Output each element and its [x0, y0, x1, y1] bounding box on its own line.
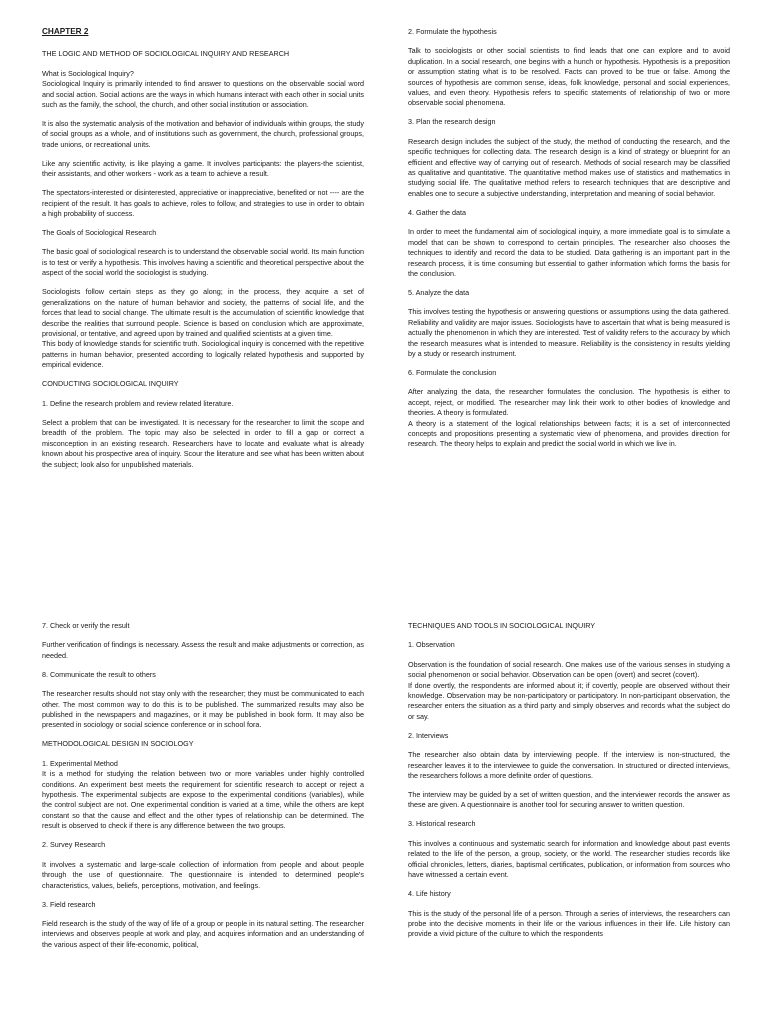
paragraph: This involves a continuous and systematic search for information and knowledge about past events related to the life of the person, a group, society, or the world. The researcher studies records like official chronicles, letters, diaries, baptismal certificates, publication, or information from sources who have witnessed a certain event. — [408, 838, 730, 880]
column-top-left — [42, 27, 364, 479]
paragraph: Observation is the foundation of social research. One makes use of the various senses in studying a social phenomenon or social behavior. Observation can be open (overt) and secret (covert). — [408, 659, 730, 680]
paragraph: After analyzing the data, the researcher formulates the conclusion. The hypothesis is either to accept, reject, or modified. The researcher may link their work to other bodies of knowledge and theories. A theory is formulated. — [408, 387, 730, 418]
paragraph: Research design includes the subject of the study, the method of conducting the research, and the specific techniques for collecting data. The research design is a kind of strategy or blueprint for an efficient and effective way of carrying out of research. Methods of social research may be classified as qualitative and quantitative. The quantitative method makes use of statistics and mathematics in studying social life. The qualitative method refers to research techniques that are descriptive and enables one to secure a subjective understanding, interpretation and meaning of social behavior. — [408, 136, 730, 198]
step-heading-2: 2. Formulate the hypothesis — [408, 27, 497, 36]
paragraph: The interview may be guided by a set of written question, and the interviewer records the answer as these are given. A questionnaire is another tool for securing answer to written question. — [408, 790, 730, 810]
paragraph: Field research is the study of the way of life of a group or people in its natural setting. The researcher interviews and observes people at work and play, and acquires information and an understanding of the various aspect of their life-economic, political, — [42, 918, 364, 949]
step-heading-3: 3. Plan the research design — [408, 117, 496, 127]
paragraph: Sociologists follow certain steps as they go along; in the process, they acquire a set of generalizations on the nature of human behavior and society, the patterns of social life, and the forces that lead to social change. The ultimate result is the accumulation of scientific knowledge that describe the realities that surround people. Science is based on conclusion which are approximate, provisional, or tentative, and agreed upon by trained and qualified scientists at a given time. — [42, 287, 364, 338]
paragraph: This is the study of the personal life of a person. Through a series of interviews, the researchers can probe into the decisive moments in their life or the various influences in their life. Life history can provide a vivid picture of the culture to which the respondents — [408, 908, 730, 939]
paragraph: The researcher results should not stay only with the researcher; they must be communicated to each other. The most common way to do this is to be published. The summarized results may also be published in the newspapers and magazines, or it may be published in book form. It may also be presented in sociology or social science conference or in school fora. — [42, 689, 364, 730]
paragraph: It is also the systematic analysis of the motivation and behavior of individuals within groups, the study of social groups as a whole, and of institutions such as government, the church, professional groups, trade unions, or recreational units. — [42, 119, 364, 149]
paragraph: It is a method for studying the relation between two or more variables under highly controlled conditions. An experiment best meets the requirement for scientific research to accept or reject a hypothesis. The experimental subjects are expose to the experimental conditions (variables), while the control subject are not. One experimental condition is varied at a time, while the others are kept constant so that the cause and effect and the other types of relationship can be determined. The result is observed to check if there is any difference between the two groups. — [42, 769, 364, 831]
paragraph: Talk to sociologists or other social scientists to find leads that one can explore and to avoid duplication. In a social research, one begins with a hunch or hypothesis. Hypothesis is a preposition or assumption stating what is to be resolved. Facts can proved to be true or false. Among the sources of hypothesis are common sense, ideas, folk knowledge, personal and social experiences, values, and even theory. Hypothesis refers to specific statements of relationship of two or more observable social phenomena. — [408, 46, 730, 108]
step-heading-5: 5. Analyze the data — [408, 287, 470, 297]
method-heading-field: 3. Field research — [42, 899, 96, 909]
paragraph: The researcher also obtain data by interviewing people. If the interview is non-structured, the researcher leaves it to the interviewee to guide the conversation. In structured or directed interviews, the researchers follows a more definite order of questions. — [408, 750, 730, 781]
column-bottom-right — [408, 621, 730, 948]
paragraph: If done overtly, the respondents are informed about it; if covertly, people are observed without their knowledge. Observation may be non-participatory or participatory. In non-participant observation, the researcher enters the situation as a third party and simply observes and records what the subject do or say. — [408, 680, 730, 721]
step-heading-1: 1. Define the research problem and review related literature. — [42, 398, 234, 408]
paragraph: A theory is a statement of the logical relationships between facts; it is a set of interconnected concepts and propositions presenting a systematic view of phenomena, and provides direction for research. The theory helps to explain and predict the social world in which we live in. — [408, 418, 730, 449]
chapter-label: CHAPTER 2 — [42, 27, 89, 36]
paragraph: Select a problem that can be investigated. It is necessary for the researcher to limit the scope and breadth of the problem. The topic may also be selected in order to fill a gap or correct a misconception in an existing research. Researchers have to locate and evaluate what is already known about his prospective area of inquiry. Scour the literature and see what has been written about the subject; look also for unpublished materials. — [42, 417, 364, 469]
paragraph: The spectators-interested or disinterested, appreciative or inappreciative, benefited or not ---- are the recipient of the result. It has goals to achieve, roles to follow, and strategies to use in order to obtain a high probability of success. — [42, 188, 364, 219]
paragraph: Like any scientific activity, is like playing a game. It involves participants: the players-the scientist, their assistants, and other workers - work as a team to achieve a result. — [42, 158, 364, 179]
step-heading-6: 6. Formulate the conclusion — [408, 367, 497, 377]
section-heading-what-is: What is Sociological Inquiry? — [42, 68, 134, 78]
step-heading-8: 8. Communicate the result to others — [42, 669, 156, 679]
paragraph: Further verification of findings is necessary. Assess the result and make adjustments or correction, as needed. — [42, 640, 364, 660]
section-heading-techniques: TECHNIQUES AND TOOLS IN SOCIOLOGICAL INQUIRY — [408, 621, 596, 630]
paragraph: The basic goal of sociological research is to understand the observable social world. Its main function is to test or verify a hypothesis. This involves having a scientific and theoretical perspective about the aspect of the social world the sociologist is studying. — [42, 247, 365, 278]
paragraph: Sociological Inquiry is primarily intended to find answer to questions on the observable social word and social action. Social actions are the ways in which humans interact with each other in social units such as the family, the school, the church, and other social institution or association. — [42, 79, 364, 110]
technique-heading-observation: 1. Observation — [408, 640, 455, 650]
technique-heading-life-history: 4. Life history — [408, 889, 451, 899]
paragraph: This involves testing the hypothesis or answering questions or assumptions using the data gathered. Reliability and validity are major issues. Sociologists have to ascertain that what is being measured is actually the phenomenon in which they are interested. Test of validity refers to the accuracy by which the research measures what is intended to measure. Reliability is the consistency in results yielding by a study or research instrument. — [408, 307, 730, 358]
column-bottom-left — [42, 621, 364, 959]
paragraph: This body of knowledge stands for scientific truth. Sociological inquiry is concerned with the repetitive patterns in human behavior, presented according to logically related hypothesis and supported by empirical evidence. — [42, 339, 364, 370]
paragraph: It involves a systematic and large-scale collection of information from people and about people through the use of questionnaire. The questionnaire is intended to determined people's characteristics, values, beliefs, perceptions, motivation, and feelings. — [42, 859, 364, 890]
method-heading-experimental: 1. Experimental Method — [42, 758, 118, 768]
technique-heading-historical: 3. Historical research — [408, 819, 476, 829]
section-heading-methodological: METHODOLOGICAL DESIGN IN SOCIOLOGY — [42, 739, 194, 749]
step-heading-4: 4. Gather the data — [408, 207, 466, 217]
method-heading-survey: 2. Survey Research — [42, 840, 106, 850]
step-heading-7: 7. Check or verify the result — [42, 621, 130, 630]
section-heading-goals: The Goals of Sociological Research — [42, 228, 157, 238]
column-top-right — [408, 27, 730, 458]
paragraph: In order to meet the fundamental aim of sociological inquiry, a more immediate goal is to simulate a model that can be shown to correspond to certain principles. The researcher also chooses the techniques to identify and record the data to be studied. Data gathering is an important part in the research process, it is time consuming but essential to gather information which forms the basis for the conclusion. — [408, 227, 730, 278]
technique-heading-interviews: 2. Interviews — [408, 730, 449, 740]
section-heading-conducting: CONDUCTING SOCIOLOGICAL INQUIRY — [42, 379, 179, 389]
chapter-title: THE LOGIC AND METHOD OF SOCIOLOGICAL INQUIRY AND RESEARCH — [42, 49, 290, 59]
